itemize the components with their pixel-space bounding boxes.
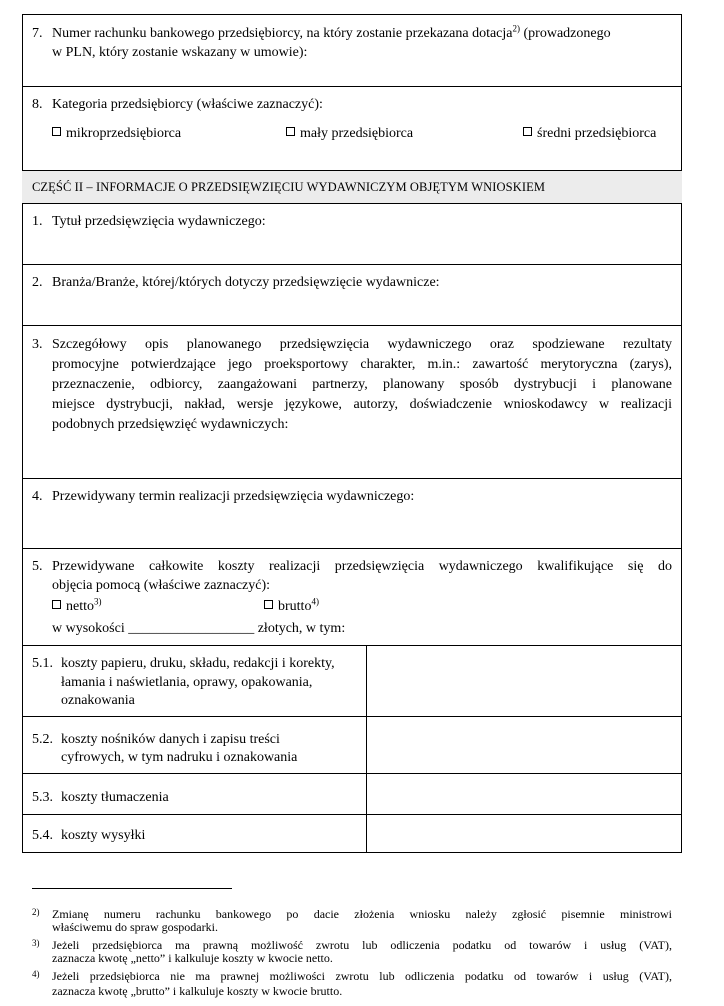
item7-footnote-ref: 2) (512, 23, 521, 34)
checkbox-mikro[interactable] (52, 127, 61, 136)
checkbox-maly[interactable] (286, 127, 295, 136)
p3-label-line4: miejsce dystrybucji, nakład, wersje językowe, autorzy, doświadczenie wnioskodawcy w realizacji (52, 397, 672, 412)
cost-5-1-value-cell[interactable] (367, 646, 681, 716)
option-netto[interactable] (52, 597, 102, 617)
brutto-footnote-ref: 4) (311, 596, 319, 607)
checkbox-sredni[interactable] (523, 127, 532, 136)
p4-deadline-field[interactable] (52, 510, 672, 544)
option-maly-label: mały przedsiębiorca (300, 126, 414, 141)
cost-5-3-number: 5.3. (32, 790, 53, 805)
p2-label: Branża/Branże, której/których dotyczy przedsięwzięcie wydawnicze: (52, 275, 440, 290)
cost-5-1-label-line1: koszty papieru, druku, składu, redakcji i korekty, (61, 656, 335, 671)
p3-label-line1: Szczegółowy opis planowanego przedsięwzięcia wydawniczego oraz spodziewane rezultaty (52, 337, 672, 352)
item7-label-text: Numer rachunku bankowego przedsiębiorcy, na który zostanie przekazana dotacja (52, 26, 513, 41)
p3-label-line5: podobnych przedsięwzięć wydawniczych: (52, 417, 289, 432)
row-divider (22, 548, 682, 549)
cost-5-1-label-line3: oznakowania (61, 693, 135, 708)
footnote-2-line1: Zmianę numeru rachunku bankowego po dacie złożenia wniosku należy zgłosić pisemnie ministrowi (52, 907, 672, 921)
option-brutto[interactable] (264, 597, 319, 617)
row-divider (22, 86, 682, 87)
cost-5-1-number: 5.1. (32, 656, 53, 671)
p3-description-field[interactable] (52, 438, 672, 474)
footnote-4-line1: Jeżeli przedsiębiorca nie ma prawnej możliwości zwrotu lub odliczenia podatku od towarów i usług (VAT), (52, 969, 672, 983)
item7-bank-account-field[interactable] (52, 64, 672, 84)
row-divider (22, 325, 682, 326)
option-sredni-przedsiebiorca[interactable] (523, 124, 656, 144)
option-brutto-label: brutto (278, 599, 312, 614)
p1-label: Tytuł przedsięwzięcia wydawniczego: (52, 214, 266, 229)
cost-5-2-value-cell[interactable] (367, 717, 681, 773)
footnote-3-line2: zaznacza kwotę „netto” i kalkuluje koszty w kwocie netto. (52, 951, 333, 965)
item7-label-tail: (prowadzonego (520, 26, 611, 41)
cost-5-4-number: 5.4. (32, 828, 53, 843)
cost-5-1-label-line2: łamania i naświetlania, oprawy, opakowania, (61, 675, 313, 690)
p5-number: 5. (32, 559, 43, 574)
p2-number: 2. (32, 275, 43, 290)
item8-number: 8. (32, 97, 43, 112)
footnote-4-ref: 4) (32, 969, 40, 979)
footnote-separator (32, 888, 232, 889)
item7-number: 7. (32, 26, 43, 41)
option-netto-label: netto (66, 599, 94, 614)
cost-5-2-label-line1: koszty nośników danych i zapisu treści (61, 732, 280, 747)
footnote-4-line2: zaznacza kwotę „brutto” i kalkuluje koszty w kwocie brutto. (52, 984, 343, 998)
p3-label-line2: promocyjne potwierdzające jego proeksportowy charakter, m.in.: zawartość merytoryczna (zarys), (52, 357, 672, 372)
item8-label: Kategoria przedsiębiorcy (właściwe zaznaczyć): (52, 97, 323, 112)
footnote-3-ref: 3) (32, 938, 40, 948)
p4-label: Przewidywany termin realizacji przedsięwzięcia wydawniczego: (52, 489, 415, 504)
amount-input[interactable] (134, 619, 272, 639)
row-divider (22, 203, 682, 204)
section-2-title: CZĘŚĆ II – INFORMACJE O PRZEDSIĘWZIĘCIU WYDAWNICZYM OBJĘTYM WNIOSKIEM (32, 180, 546, 194)
p1-title-field[interactable] (52, 234, 672, 260)
p4-number: 4. (32, 489, 43, 504)
cost-5-4-label: koszty wysyłki (61, 828, 146, 843)
row-divider (22, 170, 682, 171)
row-divider (22, 478, 682, 479)
cost-5-4-value-cell[interactable] (367, 815, 681, 852)
option-sredni-label: średni przedsiębiorca (537, 126, 657, 141)
netto-footnote-ref: 3) (94, 596, 102, 607)
p1-number: 1. (32, 214, 43, 229)
cost-5-3-label: koszty tłumaczenia (61, 790, 169, 805)
option-mikroprzedsiebiorca[interactable] (52, 124, 181, 144)
checkbox-brutto[interactable] (264, 600, 273, 609)
footnote-3-line1: Jeżeli przedsiębiorca ma prawną możliwość zwrotu lub odliczenia podatku od towarów i usług (VAT), (52, 938, 672, 952)
p5-label-line2: objęcia pomocą (właściwe zaznaczyć): (52, 578, 271, 593)
p2-industry-field[interactable] (52, 295, 672, 321)
cost-5-2-label-line2: cyfrowych, w tym nadruku i oznakowania (61, 750, 298, 765)
p3-label-line3: przeznaczenie, odbiorcy, zaangażowani partnerzy, planowany sposób dystrybucji i planowane (52, 377, 672, 392)
amount-line: w wysokości __________________ złotych, w tym: (52, 621, 346, 636)
checkbox-netto[interactable] (52, 600, 61, 609)
p5-label-line1: Przewidywane całkowite koszty realizacji przedsięwzięcia wydawniczego kwalifikujące się do (52, 559, 672, 574)
item7-label (52, 24, 672, 44)
p3-number: 3. (32, 337, 43, 352)
cost-5-2-number: 5.2. (32, 732, 53, 747)
option-maly-przedsiebiorca[interactable] (286, 124, 413, 144)
footnote-2-line2: właściwemu do spraw gospodarki. (52, 920, 218, 934)
footnote-2-ref: 2) (32, 907, 40, 917)
row-divider (22, 264, 682, 265)
cost-5-3-value-cell[interactable] (367, 774, 681, 814)
option-mikro-label: mikroprzedsiębiorca (66, 126, 182, 141)
item7-label-line2: w PLN, który zostanie wskazany w umowie): (52, 45, 308, 60)
